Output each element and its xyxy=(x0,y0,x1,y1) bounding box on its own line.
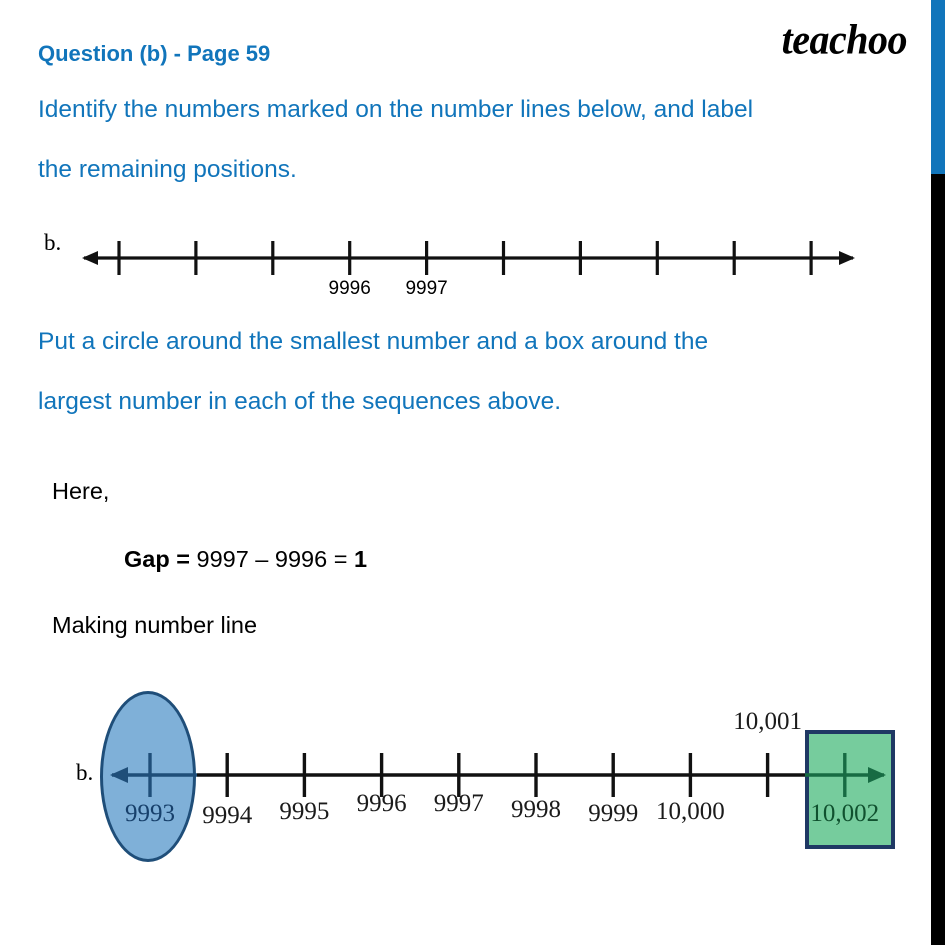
numberline-question-tick-label: 9996 xyxy=(328,278,371,299)
right-edge-blue-bar xyxy=(931,0,945,174)
numberline-answer-tick-label: 9996 xyxy=(356,790,407,817)
question-prompt-line-3: Put a circle around the smallest number and a box around the xyxy=(38,328,709,355)
numberline-answer-tick-label: 10,000 xyxy=(656,798,725,825)
numberline-question-right-arrowhead xyxy=(839,251,855,265)
question-prompt-line-4: largest number in each of the sequences above. xyxy=(38,388,562,415)
numberline-question-item-label: b. xyxy=(44,230,62,255)
numberline-answer-tick-label: 9995 xyxy=(279,798,330,825)
numberline-question xyxy=(0,215,945,305)
numberline-answer-svg xyxy=(0,670,945,890)
numberline-answer-tick-label: 9999 xyxy=(588,800,639,827)
numberline-answer xyxy=(0,670,945,890)
numberline-question-svg xyxy=(0,215,945,305)
question-prompt-line-1: Identify the numbers marked on the number lines below, and label xyxy=(38,96,754,123)
numberline-answer-tick-label: 9998 xyxy=(511,796,561,823)
numberline-answer-tick-label: 9997 xyxy=(433,790,484,817)
numberline-answer-tick-label: 10,002 xyxy=(810,800,880,827)
solution-here-label: Here, xyxy=(52,478,110,504)
solution-gap-equation xyxy=(124,546,367,573)
numberline-question-tick-label: 9997 xyxy=(405,278,448,299)
numberline-answer-tick-label: 9993 xyxy=(125,800,175,827)
gap-result: 1 xyxy=(353,546,368,572)
gap-expression: 9997 – 9996 = xyxy=(189,546,354,572)
numberline-answer-item-label: b. xyxy=(76,760,94,785)
page-title: Question (b) - Page 59 xyxy=(38,41,271,66)
numberline-answer-right-arrowhead xyxy=(868,767,886,783)
teachoo-logo: teachoo xyxy=(781,15,907,64)
solution-making-number-line-label: Making number line xyxy=(52,612,258,638)
numberline-question-left-arrowhead xyxy=(82,251,98,265)
numberline-answer-left-arrowhead xyxy=(110,767,128,783)
numberline-answer-tick-label: 10,001 xyxy=(733,708,802,735)
numberline-answer-tick-label: 9994 xyxy=(202,802,253,829)
gap-label: Gap = xyxy=(124,546,190,572)
question-prompt-line-2: the remaining positions. xyxy=(38,156,297,183)
